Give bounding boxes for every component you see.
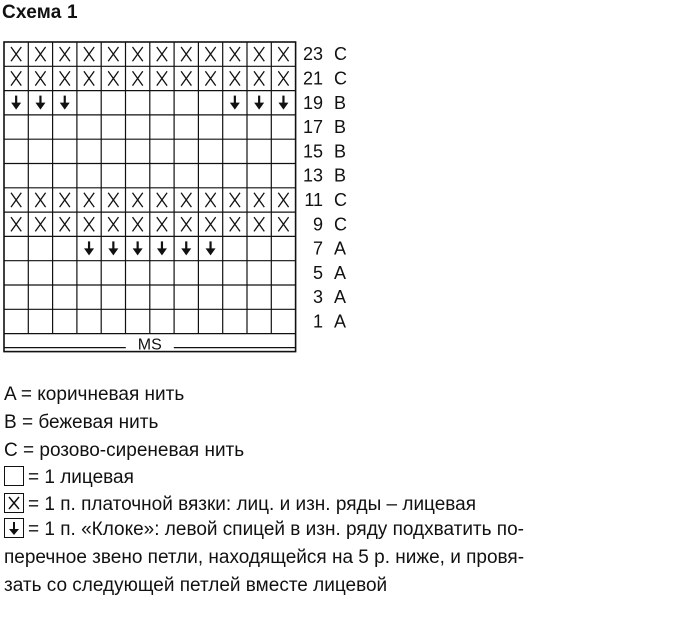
klocke-arrow-head: [11, 103, 21, 110]
garter-stitch-symbol: [133, 71, 143, 85]
garter-stitch-symbol: [205, 193, 215, 207]
row-number: 23: [302, 44, 323, 65]
garter-stitch-symbol: [108, 47, 118, 61]
garter-stitch-symbol: [84, 47, 94, 61]
row-number: 21: [302, 68, 323, 89]
klocke-arrow-head: [181, 248, 191, 255]
row-color-letter: B: [334, 92, 347, 113]
klocke-arrow-head: [206, 248, 216, 255]
garter-stitch-symbol: [108, 71, 118, 85]
legend-klocke-line2: перечное звено петли, находящейся на 5 р. ниже, и провя-: [4, 547, 525, 568]
garter-stitch-symbol: [35, 47, 45, 61]
garter-stitch-symbol: [205, 71, 215, 85]
garter-stitch-symbol: [60, 217, 70, 231]
row-number: 5: [312, 262, 323, 283]
row-number: 15: [302, 141, 323, 162]
garter-stitch-symbol: [35, 193, 45, 207]
garter-stitch-symbol: [254, 71, 264, 85]
klocke-arrow-head: [108, 248, 118, 255]
repeat-label: MS: [137, 336, 162, 354]
knit-symbol-icon: [4, 466, 24, 486]
legend-garter: [4, 493, 476, 516]
garter-symbol-icon: [4, 493, 24, 513]
garter-stitch-symbol: [157, 71, 167, 85]
garter-stitch-symbol: [11, 71, 21, 85]
garter-stitch-symbol: [133, 193, 143, 207]
garter-stitch-symbol: [278, 71, 288, 85]
klocke-arrow-head: [278, 103, 288, 110]
garter-stitch-symbol: [157, 217, 167, 231]
legend-color-a: A = коричневая нить: [4, 384, 185, 405]
garter-stitch-symbol: [60, 47, 70, 61]
garter-stitch-symbol: [11, 47, 21, 61]
row-color-letter: B: [334, 141, 347, 162]
garter-stitch-symbol: [254, 47, 264, 61]
legend-garter-text: = 1 п. платочной вязки: лиц. и изн. ряды – лицевая: [28, 494, 477, 515]
garter-stitch-symbol: [84, 217, 94, 231]
garter-stitch-symbol: [84, 193, 94, 207]
legend-knit: [4, 466, 134, 489]
garter-stitch-symbol: [230, 47, 240, 61]
klocke-arrow-head: [60, 103, 70, 110]
garter-stitch-symbol: [11, 193, 21, 207]
klocke-symbol-icon: [4, 518, 24, 538]
legend-color-c: C = розово-сиреневая нить: [4, 440, 245, 461]
row-color-letter: C: [334, 189, 347, 210]
garter-stitch-symbol: [278, 217, 288, 231]
row-color-letter: B: [334, 117, 347, 138]
chart-title: Схема 1: [2, 2, 78, 23]
garter-stitch-symbol: [11, 217, 21, 231]
garter-stitch-symbol: [133, 217, 143, 231]
row-number: 7: [312, 238, 323, 259]
row-color-letter: A: [334, 262, 347, 283]
garter-stitch-symbol: [254, 217, 264, 231]
garter-stitch-symbol: [230, 217, 240, 231]
legend-color-b: B = бежевая нить: [4, 412, 159, 433]
garter-stitch-symbol: [181, 47, 191, 61]
row-color-letter: A: [334, 238, 347, 259]
garter-stitch-symbol: [230, 193, 240, 207]
row-number: 1: [312, 311, 323, 332]
garter-stitch-symbol: [181, 193, 191, 207]
row-number: 17: [302, 117, 323, 138]
legend-klocke: [4, 516, 664, 600]
klocke-arrow-head: [133, 248, 143, 255]
garter-stitch-symbol: [205, 47, 215, 61]
row-color-letter: A: [334, 311, 347, 332]
garter-stitch-symbol: [35, 217, 45, 231]
row-number: 19: [302, 92, 323, 113]
garter-stitch-symbol: [108, 217, 118, 231]
garter-stitch-symbol: [108, 193, 118, 207]
garter-stitch-symbol: [35, 71, 45, 85]
garter-stitch-symbol: [254, 193, 264, 207]
row-color-letter: C: [334, 44, 347, 65]
garter-stitch-symbol: [157, 193, 167, 207]
garter-stitch-symbol: [278, 193, 288, 207]
garter-stitch-symbol: [230, 71, 240, 85]
row-color-letter: C: [334, 68, 347, 89]
garter-stitch-symbol: [60, 71, 70, 85]
garter-stitch-symbol: [181, 71, 191, 85]
row-number: 13: [302, 165, 323, 186]
garter-stitch-symbol: [133, 47, 143, 61]
row-number: 9: [312, 214, 323, 235]
row-color-letter: B: [334, 165, 347, 186]
garter-stitch-symbol: [181, 217, 191, 231]
klocke-arrow-head: [35, 103, 45, 110]
row-number: 3: [312, 287, 323, 308]
klocke-arrow-head: [230, 103, 240, 110]
garter-stitch-symbol: [157, 47, 167, 61]
klocke-arrow-head: [157, 248, 167, 255]
klocke-arrow-head: [84, 248, 94, 255]
row-color-letter: C: [334, 214, 347, 235]
garter-stitch-symbol: [205, 217, 215, 231]
legend-knit-text: = 1 лицевая: [28, 467, 134, 488]
legend-klocke-line3: зать со следующей петлей вместе лицевой: [4, 575, 388, 596]
row-color-letter: A: [334, 287, 347, 308]
garter-stitch-symbol: [60, 193, 70, 207]
legend-klocke-line1: = 1 п. «Клоке»: левой спицей в изн. ряду подхватить по-: [28, 519, 524, 540]
garter-stitch-symbol: [278, 47, 288, 61]
garter-stitch-symbol: [84, 71, 94, 85]
klocke-arrow-head: [254, 103, 264, 110]
row-number: 11: [304, 189, 323, 210]
